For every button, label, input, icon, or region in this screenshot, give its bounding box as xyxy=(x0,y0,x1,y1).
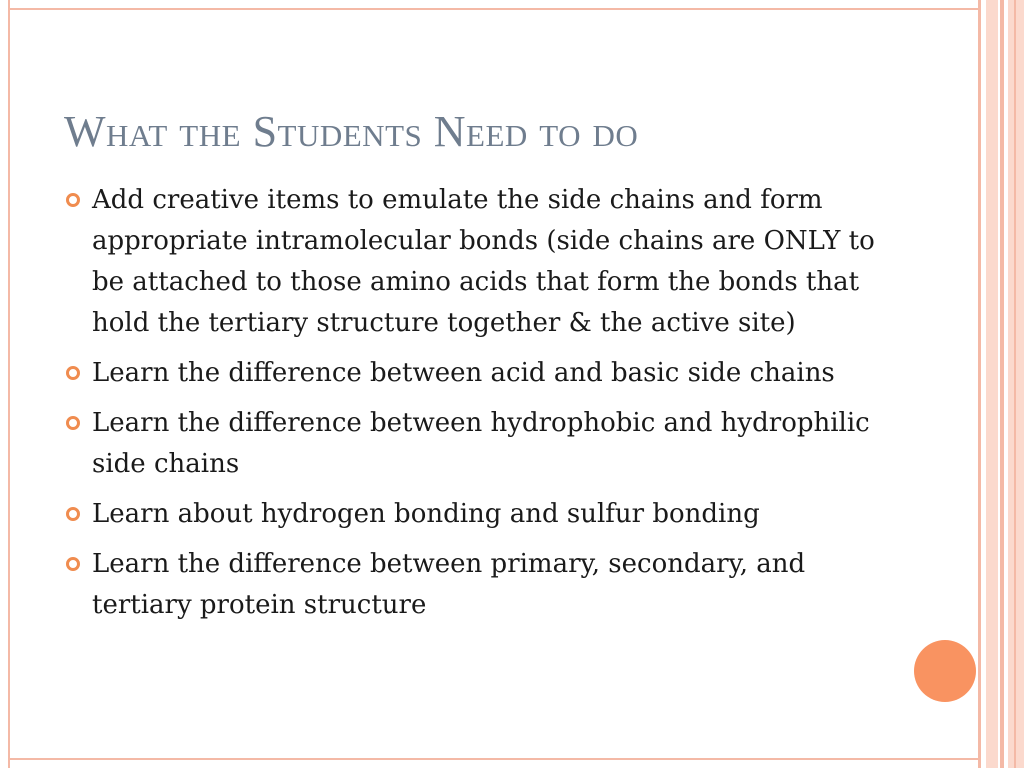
right-stripe-3 xyxy=(1000,0,1004,768)
bullet-circle-icon xyxy=(66,366,80,380)
bullet-item-3 xyxy=(64,403,884,485)
frame-bottom-line xyxy=(8,758,978,760)
bullet-item-5 xyxy=(64,544,884,626)
bullet-item-4 xyxy=(64,494,884,535)
bullet-circle-icon xyxy=(66,193,80,207)
decorative-circle xyxy=(914,640,976,702)
bullet-circle-icon xyxy=(66,557,80,571)
right-stripe-5 xyxy=(1014,0,1016,768)
bullet-list xyxy=(64,180,884,635)
bullet-item-1 xyxy=(64,180,884,344)
right-stripe-4 xyxy=(1008,0,1024,768)
right-stripe-2 xyxy=(986,0,998,768)
slide-title: What the Students Need to do xyxy=(64,107,639,156)
bullet-text: Learn about hydrogen bonding and sulfur bonding xyxy=(92,499,760,529)
bullet-circle-icon xyxy=(66,507,80,521)
bullet-circle-icon xyxy=(66,416,80,430)
right-stripe-1 xyxy=(978,0,981,768)
bullet-item-2 xyxy=(64,353,884,394)
frame-left-line xyxy=(8,0,10,768)
bullet-text: Add creative items to emulate the side chains and form appropriate intramolecular bonds (side chains are ONLY to be attached to those amino acids that form the bonds that hold the tertiary structure together & the active site) xyxy=(92,185,875,338)
frame-top-line xyxy=(8,8,978,10)
bullet-text: Learn the difference between primary, secondary, and tertiary protein structure xyxy=(92,549,806,620)
bullet-text: Learn the difference between hydrophobic and hydrophilic side chains xyxy=(92,408,870,479)
bullet-text: Learn the difference between acid and basic side chains xyxy=(92,358,835,388)
